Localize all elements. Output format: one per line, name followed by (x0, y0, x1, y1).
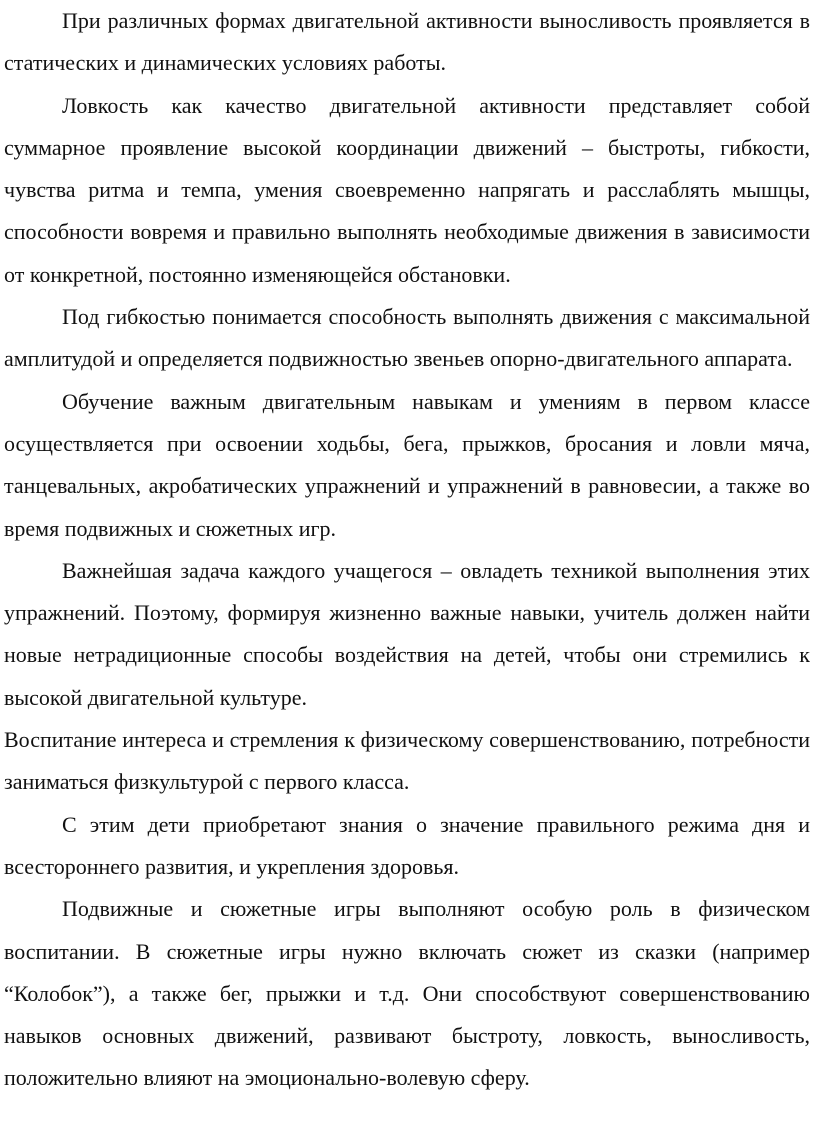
paragraph-interest: Воспитание интереса и стремления к физическому совершенствованию, потребности заниматься физкультурой с первого класса. (4, 727, 810, 795)
paragraph-endurance: При различных формах двигательной активности выносливость проявляется в статических и динамических условиях работы. (4, 8, 810, 76)
paragraph-motor-skills: Обучение важным двигательным навыкам и умениям в первом классе осуществляется при освоении ходьбы, бега, прыжков, бросания и ловли мяча, танцевальных, акробатических упражнений и упражнений в равновесии, а также во время подвижных и сюжетных игр. (4, 388, 810, 541)
paragraph-main-task: Важнейшая задача каждого учащегося – овладеть техникой выполнения этих упражнений. Поэтому, формируя жизненно важные навыки, учитель должен найти новые нетрадиционные способы воздействия на детей, чтобы они стремились к высокой двигательной культуре. (4, 557, 810, 710)
paragraph-flexibility: Под гибкостью понимается способность выполнять движения с максимальной амплитудой и определяется подвижностью звеньев опорно-двигательного аппарата. (4, 304, 810, 372)
paragraph-agility: Ловкость как качество двигательной активности представляет собой суммарное проявление высокой координации движений – быстроты, гибкости, чувства ритма и темпа, умения своевременно напрягать и расслаблять мышцы, способности вовремя и правильно выполнять необходимые движения в зависимости от конкретной, постоянно изменяющейся обстановки. (4, 92, 810, 287)
paragraph-games: Подвижные и сюжетные игры выполняют особую роль в физическом воспитании. В сюжетные игры нужно включать сюжет из сказки (например “Колобок”), а также бег, прыжки и т.д. Они способствуют совершенствованию навыков основных движений, развивают быстроту, ловкость, выносливость, положительно влияют на эмоционально-волевую сферу. (4, 896, 810, 1091)
paragraph-knowledge: С этим дети приобретают знания о значение правильного режима дня и всестороннего развития, и укрепления здоровья. (4, 811, 810, 879)
